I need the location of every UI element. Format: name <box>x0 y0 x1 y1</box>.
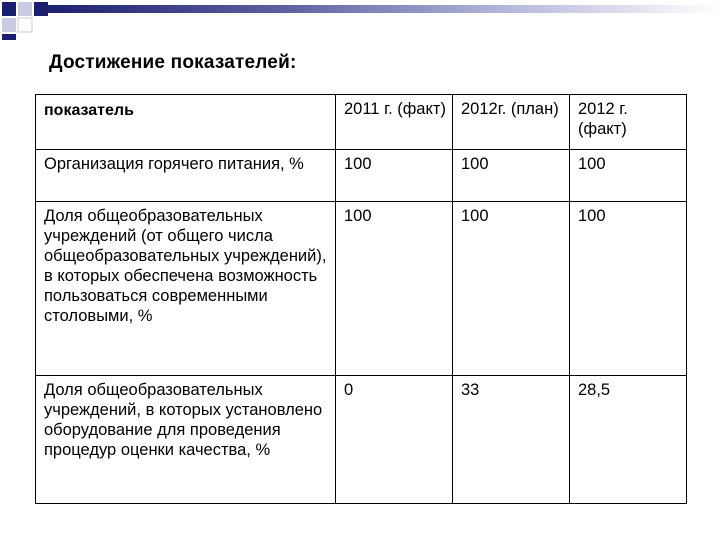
header-indicator: показатель <box>36 95 336 150</box>
table-header-row <box>36 95 687 150</box>
row-label: Доля общеобразовательных учреждений, в которых установлено оборудование для проведения процедур оценки качества, % <box>36 376 336 504</box>
table-row <box>36 202 687 376</box>
header-accent-bar <box>40 5 720 13</box>
cell-value: 28,5 <box>570 376 687 504</box>
table-row <box>36 150 687 202</box>
header-2012-fact: 2012 г. (факт) <box>570 95 687 150</box>
cell-value: 0 <box>336 376 453 504</box>
cell-value: 100 <box>336 202 453 376</box>
table-row <box>36 376 687 504</box>
slide-title: Достижение показателей: <box>49 52 297 73</box>
cell-value: 100 <box>570 202 687 376</box>
indicators-table <box>35 94 687 504</box>
header-2012-plan: 2012г. (план) <box>453 95 570 150</box>
cell-value: 100 <box>453 150 570 202</box>
cell-value: 33 <box>453 376 570 504</box>
row-label: Доля общеобразовательных учреждений (от общего числа общеобразовательных учреждений), в которых обеспечена возможность пользоваться современными столовыми, % <box>36 202 336 376</box>
cell-value: 100 <box>453 202 570 376</box>
row-label: Организация горячего питания, % <box>36 150 336 202</box>
cell-value: 100 <box>336 150 453 202</box>
cell-value: 100 <box>570 150 687 202</box>
header-2011-fact: 2011 г. (факт) <box>336 95 453 150</box>
